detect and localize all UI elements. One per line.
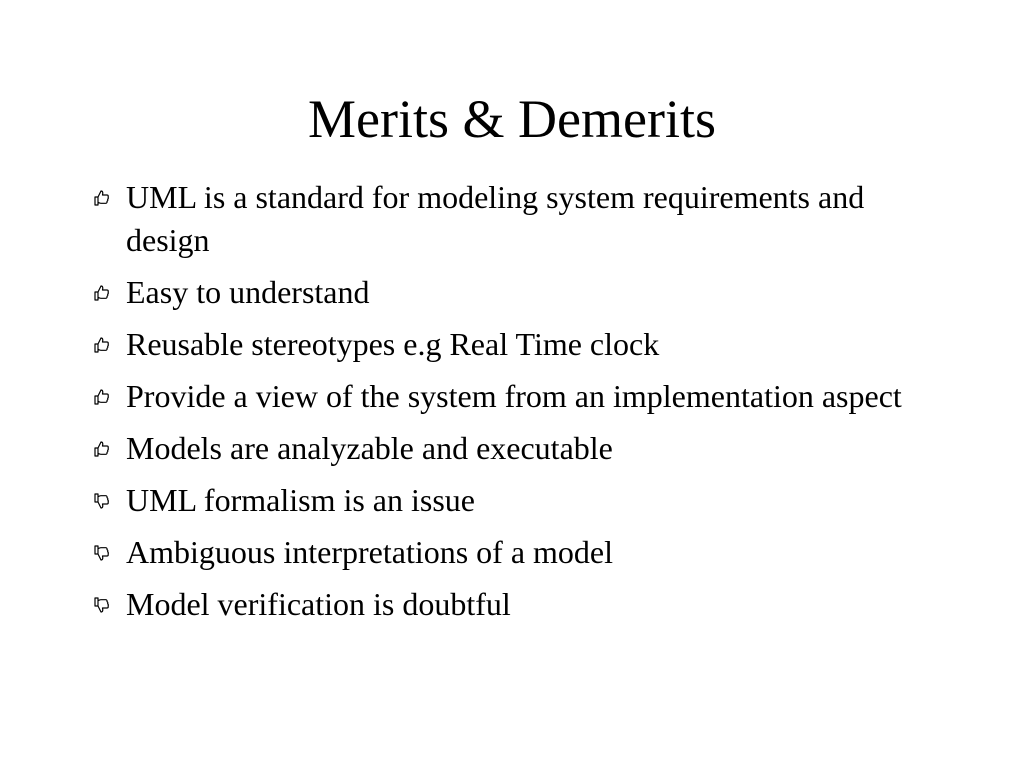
thumbs-down-icon [92,544,110,562]
list-item [92,323,952,366]
thumbs-up-icon [92,440,110,458]
list-item-text: UML formalism is an issue [126,482,475,518]
list-item [92,176,952,262]
slide-title: Merits & Demerits [308,89,716,149]
list-item [92,271,952,314]
list-item-text: Easy to understand [126,274,370,310]
list-item [92,427,952,470]
thumbs-up-icon [92,284,110,302]
list-item-text: Ambiguous interpretations of a model [126,534,614,570]
bullet-list [92,176,952,635]
thumbs-up-icon [92,189,110,207]
list-item [92,583,952,626]
list-item-text: Model verification is doubtful [126,586,511,622]
list-item [92,479,952,522]
list-item [92,531,952,574]
thumbs-up-icon [92,336,110,354]
list-item [92,375,952,418]
list-item-text: UML is a standard for modeling system requirements and design [126,179,865,258]
thumbs-down-icon [92,596,110,614]
list-item-text: Models are analyzable and executable [126,430,613,466]
thumbs-up-icon [92,388,110,406]
list-item-text: Provide a view of the system from an implementation aspect [126,378,902,414]
list-item-text: Reusable stereotypes e.g Real Time clock [126,326,660,362]
thumbs-down-icon [92,492,110,510]
